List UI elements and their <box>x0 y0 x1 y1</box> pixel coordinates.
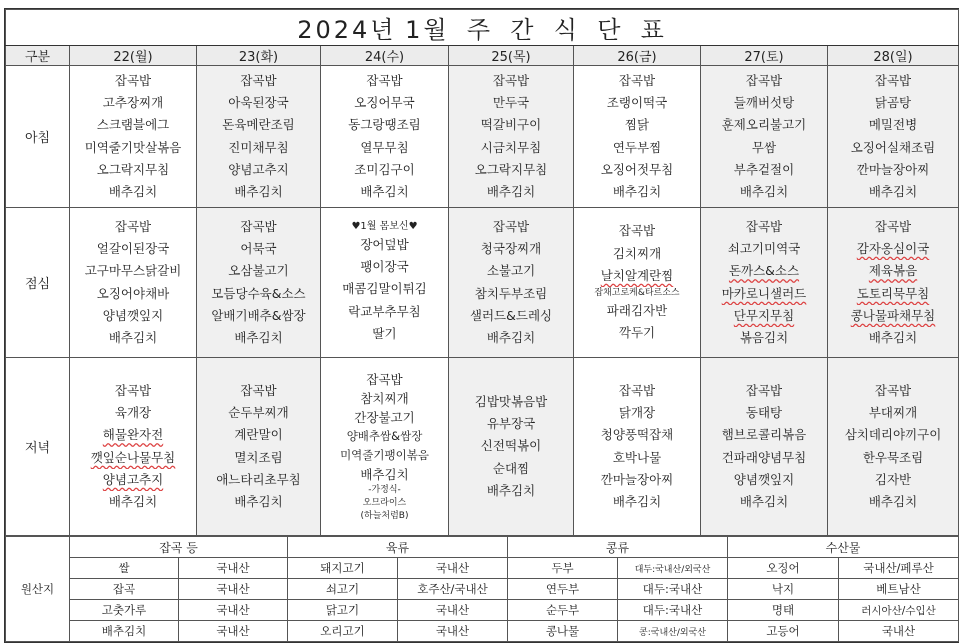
meal-row-dinner <box>6 358 959 536</box>
origin-item: 돼지고기 <box>288 558 398 579</box>
origin-item: 순두부 <box>508 600 618 621</box>
origin-country: 국내산 <box>179 579 288 600</box>
origin-country: 대두:국내산 <box>618 600 728 621</box>
menu-cell: 잡곡밥 오징어무국 동그랑땡조림 열무무침 조미김구이 배추김치 <box>321 66 449 208</box>
origin-country: 국내산 <box>398 558 508 579</box>
origin-country: 국내산 <box>179 621 288 642</box>
day-header: 26(금) <box>574 46 701 66</box>
origin-country: 대두:국내산/외국산 <box>618 558 728 579</box>
menu-cell: 김밥맛볶음밥 유부장국 신전떡볶이 순대찜 배추김치 <box>449 358 574 536</box>
meal-label: 점심 <box>6 208 70 358</box>
menu-cell: 잡곡밥 어묵국 오삼불고기 모듬당수육&소스 알배기배추&쌈장 배추김치 <box>197 208 321 358</box>
origin-item: 고춧가루 <box>70 600 179 621</box>
origin-group: 잡곡 등 <box>70 537 288 558</box>
day-header: 24(수) <box>321 46 449 66</box>
origin-item: 연두부 <box>508 579 618 600</box>
origin-table <box>5 536 959 642</box>
origin-country: 러시아산/수입산 <box>839 600 959 621</box>
day-header: 23(화) <box>197 46 321 66</box>
meal-row-lunch <box>6 208 959 358</box>
origin-group: 육류 <box>288 537 508 558</box>
origin-item: 오리고기 <box>288 621 398 642</box>
menu-cell: 잡곡밥 순두부찌개 계란말이 멸치조림 애느타리초무침 배추김치 <box>197 358 321 536</box>
origin-item: 고등어 <box>728 621 839 642</box>
origin-country: 국내산 <box>839 621 959 642</box>
menu-cell: 잡곡밥 청국장찌개 소불고기 참치두부조림 샐러드&드레싱 배추김치 <box>449 208 574 358</box>
day-header: 22(월) <box>70 46 197 66</box>
origin-item: 오징어 <box>728 558 839 579</box>
origin-item: 콩나물 <box>508 621 618 642</box>
origin-item: 명태 <box>728 600 839 621</box>
origin-country: 콩:국내산/외국산 <box>618 621 728 642</box>
origin-label: 원산지 <box>6 537 70 642</box>
menu-cell: 잡곡밥 닭곰탕 메밀전병 오징어실채조림 깐마늘장아찌 배추김치 <box>828 66 959 208</box>
menu-cell: 잡곡밥 부대찌개 삼치데리야끼구이 한우묵조림 김자반 배추김치 <box>828 358 959 536</box>
page-title: 2024년 1월 주 간 식 단 표 <box>6 10 959 46</box>
origin-item: 두부 <box>508 558 618 579</box>
menu-cell: 잡곡밥 닭개장 청양풍떡잡채 호박나물 깐마늘장아찌 배추김치 <box>574 358 701 536</box>
weekly-menu-sheet <box>4 8 959 643</box>
day-header: 28(일) <box>828 46 959 66</box>
day-header-row <box>6 46 959 66</box>
origin-country: 국내산 <box>179 558 288 579</box>
menu-table <box>5 9 959 536</box>
origin-country: 국내산 <box>398 621 508 642</box>
day-header: 27(토) <box>701 46 828 66</box>
menu-cell: 잡곡밥 얼갈이된장국 고구마무스닭갈비 오징어야채바 양념깻잎지 배추김치 <box>70 208 197 358</box>
menu-cell: 잡곡밥 들깨버섯탕 훈제오리불고기 무쌈 부추겉절이 배추김치 <box>701 66 828 208</box>
header-label: 구분 <box>6 46 70 66</box>
origin-item: 배추김치 <box>70 621 179 642</box>
origin-item: 잡곡 <box>70 579 179 600</box>
menu-cell: 잡곡밥 김치찌개 날치알계란찜 잡채고로케&타르소스 파래김자반 깍두기 <box>574 208 701 358</box>
meal-label: 저녁 <box>6 358 70 536</box>
origin-item: 닭고기 <box>288 600 398 621</box>
menu-cell: 잡곡밥 고추장찌개 스크램블에그 미역줄기맛살볶음 오그락지무침 배추김치 <box>70 66 197 208</box>
origin-row <box>6 558 959 579</box>
origin-item: 쇠고기 <box>288 579 398 600</box>
origin-item: 쌀 <box>70 558 179 579</box>
origin-country: 국내산/페루산 <box>839 558 959 579</box>
origin-country: 베트남산 <box>839 579 959 600</box>
menu-cell: 잡곡밥 감자옹심이국 제육볶음 도토리묵무침 콩나물파채무침 배추김치 <box>828 208 959 358</box>
origin-country: 국내산 <box>398 600 508 621</box>
origin-group: 콩류 <box>508 537 728 558</box>
day-header: 25(목) <box>449 46 574 66</box>
origin-group: 수산물 <box>728 537 959 558</box>
menu-cell: 잡곡밥 육개장 해물완자전 깻잎순나물무침 양념고추지 배추김치 <box>70 358 197 536</box>
origin-item: 낙지 <box>728 579 839 600</box>
menu-cell: 잡곡밥 아욱된장국 돈육메란조림 진미채무침 양념고추지 배추김치 <box>197 66 321 208</box>
menu-cell: 잡곡밥 동태탕 햄브로콜리볶음 건파래양념무침 양념깻잎지 배추김치 <box>701 358 828 536</box>
origin-country: 국내산 <box>179 600 288 621</box>
menu-cell: 잡곡밥 쇠고기미역국 돈까스&소스 마카로니샐러드 단무지무침 볶음김치 <box>701 208 828 358</box>
origin-country: 호주산/국내산 <box>398 579 508 600</box>
menu-cell: ♥1월 몸보신♥ 장어덮밥 팽이장국 매콤김말이튀김 락교부추무침 딸기 <box>321 208 449 358</box>
meal-row-breakfast <box>6 66 959 208</box>
menu-cell: 잡곡밥 참치찌개 간장불고기 양배추쌈&쌈장 미역줄기팽이볶음 배추김치 -가정식- 오므라이스 (하늘처럼B) <box>321 358 449 536</box>
meal-label: 아침 <box>6 66 70 208</box>
menu-cell: 잡곡밥 조랭이떡국 찜닭 연두부찜 오징어젓무침 배추김치 <box>574 66 701 208</box>
menu-cell: 잡곡밥 만두국 떡갈비구이 시금치무침 오그락지무침 배추김치 <box>449 66 574 208</box>
origin-country: 대두:국내산 <box>618 579 728 600</box>
origin-row <box>6 579 959 600</box>
origin-row <box>6 600 959 621</box>
origin-row <box>6 621 959 642</box>
